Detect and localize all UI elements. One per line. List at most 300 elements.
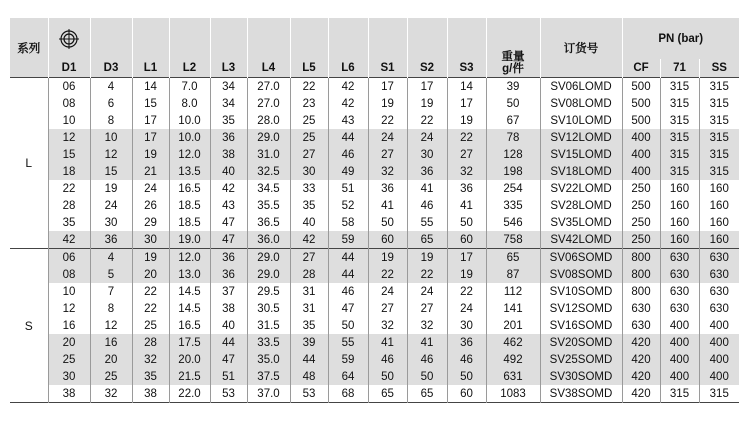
table-cell: 44 [328, 129, 368, 146]
table-cell: 78 [486, 129, 540, 146]
table-cell: 29.5 [247, 283, 290, 300]
table-cell: 55 [407, 214, 447, 231]
table-row [10, 368, 739, 385]
table-cell: SV10SOMD [540, 283, 622, 300]
table-cell: 42 [48, 231, 90, 249]
header-col-l4: L4 [247, 59, 290, 78]
table-cell: 315 [660, 146, 699, 163]
table-cell: 67 [486, 112, 540, 129]
table-cell: SV15LOMD [540, 146, 622, 163]
table-cell: 28 [290, 266, 328, 283]
header-col-d3: D3 [90, 59, 132, 78]
table-cell: 160 [699, 180, 739, 197]
table-cell: 500 [622, 78, 660, 96]
table-cell: 38 [210, 146, 247, 163]
table-cell: 25 [290, 129, 328, 146]
header-col-d1: D1 [48, 59, 90, 78]
table-cell: 35 [290, 197, 328, 214]
table-cell: 24 [368, 283, 407, 300]
table-cell: 4 [90, 249, 132, 267]
table-cell: SV12LOMD [540, 129, 622, 146]
header-weight-line1: 重量 [501, 51, 525, 63]
table-cell: 128 [486, 146, 540, 163]
table-cell: 68 [328, 385, 368, 403]
table-row [10, 283, 739, 300]
table-cell: 47 [328, 300, 368, 317]
table-cell: 250 [622, 180, 660, 197]
table-cell: 42 [290, 231, 328, 249]
table-row [10, 385, 739, 403]
table-cell: 13.5 [169, 163, 210, 180]
table-cell: 254 [486, 180, 540, 197]
table-cell: 29.0 [247, 249, 290, 267]
table-cell: 27 [447, 146, 486, 163]
table-cell: 30 [132, 231, 169, 249]
table-cell: 19.0 [169, 231, 210, 249]
table-cell: 160 [699, 197, 739, 214]
table-cell: 34.5 [247, 180, 290, 197]
table-row [10, 163, 739, 180]
table-cell: 24 [90, 197, 132, 214]
table-cell: 12 [90, 146, 132, 163]
table-cell: 5 [90, 266, 132, 283]
table-cell: 160 [660, 180, 699, 197]
header-col-l2: L2 [169, 59, 210, 78]
table-cell: SV08LOMD [540, 95, 622, 112]
table-cell: 14 [447, 78, 486, 96]
table-cell: 400 [660, 317, 699, 334]
table-cell: 13.0 [169, 266, 210, 283]
table-cell: 198 [486, 163, 540, 180]
table-cell: 22 [290, 78, 328, 96]
table-cell: 400 [699, 317, 739, 334]
table-cell: 06 [48, 78, 90, 96]
table-cell: 500 [622, 112, 660, 129]
table-cell: SV06SOMD [540, 249, 622, 267]
table-cell: 400 [699, 368, 739, 385]
table-cell: SV30SOMD [540, 368, 622, 385]
table-cell: 41 [407, 180, 447, 197]
table-cell: 400 [660, 351, 699, 368]
table-cell: 19 [368, 249, 407, 267]
table-cell: 315 [699, 78, 739, 96]
table-cell: 41 [368, 197, 407, 214]
table-cell: 20 [48, 334, 90, 351]
table-row [10, 78, 739, 96]
table-cell: 36.5 [247, 214, 290, 231]
table-cell: 35 [132, 368, 169, 385]
table-cell: 43 [328, 112, 368, 129]
table-cell: 41 [368, 334, 407, 351]
table-cell: 315 [699, 385, 739, 403]
table-cell: 58 [328, 214, 368, 231]
table-cell: 48 [290, 368, 328, 385]
table-cell: 50 [447, 368, 486, 385]
table-cell: 35 [210, 112, 247, 129]
table-cell: 27 [368, 146, 407, 163]
table-cell: 51 [210, 368, 247, 385]
table-cell: 20.0 [169, 351, 210, 368]
table-cell: 25 [290, 112, 328, 129]
table-cell: 44 [210, 334, 247, 351]
table-cell: 25 [48, 351, 90, 368]
table-row [10, 300, 739, 317]
table-cell: 65 [407, 385, 447, 403]
table-cell: 36 [210, 129, 247, 146]
table-cell: 19 [407, 95, 447, 112]
table-cell: 35 [48, 214, 90, 231]
table-cell: 112 [486, 283, 540, 300]
table-cell: 15 [48, 146, 90, 163]
table-row [10, 317, 739, 334]
table-cell: 44 [290, 351, 328, 368]
table-cell: 546 [486, 214, 540, 231]
table-cell: 400 [699, 334, 739, 351]
table-cell: 36 [447, 334, 486, 351]
system-label: L [10, 78, 48, 249]
table-cell: 29.0 [247, 129, 290, 146]
table-cell: 46 [368, 351, 407, 368]
table-cell: 630 [660, 249, 699, 267]
table-cell: 630 [699, 266, 739, 283]
table-cell: 420 [622, 334, 660, 351]
table-cell: 17 [132, 129, 169, 146]
table-cell: 12 [48, 300, 90, 317]
table-cell: 59 [328, 231, 368, 249]
table-cell: 14 [132, 78, 169, 96]
header-col-l1: L1 [132, 59, 169, 78]
table-cell: 36 [407, 163, 447, 180]
table-cell: 7 [90, 283, 132, 300]
table-cell: 50 [368, 214, 407, 231]
table-cell: SV22LOMD [540, 180, 622, 197]
table-cell: 315 [699, 146, 739, 163]
table-cell: 19 [447, 112, 486, 129]
table-cell: 8.0 [169, 95, 210, 112]
table-cell: 19 [368, 95, 407, 112]
header-symbol-cell [48, 18, 90, 59]
table-cell: 36 [447, 180, 486, 197]
table-cell: 31.5 [247, 317, 290, 334]
table-row [10, 180, 739, 197]
table-cell: 160 [660, 231, 699, 249]
header-pn: PN (bar) [622, 18, 739, 59]
table-row [10, 266, 739, 283]
header-col-l6: L6 [328, 59, 368, 78]
table-cell: 65 [486, 249, 540, 267]
table-cell: 65 [407, 231, 447, 249]
table-cell: 20 [90, 351, 132, 368]
table-cell: 630 [660, 300, 699, 317]
table-cell: 30 [407, 146, 447, 163]
table-cell: 32 [368, 317, 407, 334]
table-cell: 10 [48, 283, 90, 300]
table-cell: 160 [660, 214, 699, 231]
table-cell: 12.0 [169, 146, 210, 163]
table-row [10, 231, 739, 249]
table-cell: 60 [368, 231, 407, 249]
table-cell: 400 [622, 163, 660, 180]
table-cell: 28.0 [247, 112, 290, 129]
table-cell: 17 [447, 95, 486, 112]
table-cell: 50 [447, 214, 486, 231]
header-pn-cf: CF [622, 59, 660, 78]
table-cell: 50 [328, 317, 368, 334]
header-col-l3: L3 [210, 59, 247, 78]
table-cell: 22.0 [169, 385, 210, 403]
table-cell: 160 [699, 231, 739, 249]
table-cell: 36.0 [247, 231, 290, 249]
table-cell: 53 [210, 385, 247, 403]
table-cell: SV42LOMD [540, 231, 622, 249]
table-cell: 17 [368, 78, 407, 96]
table-cell: 22 [407, 266, 447, 283]
table-cell: 22 [48, 180, 90, 197]
table-cell: 22 [368, 112, 407, 129]
table-cell: 631 [486, 368, 540, 385]
table-cell: 31 [290, 283, 328, 300]
table-cell: 30 [48, 368, 90, 385]
table-cell: 14.5 [169, 300, 210, 317]
table-cell: 492 [486, 351, 540, 368]
spec-table [10, 18, 739, 403]
table-cell: 315 [660, 129, 699, 146]
table-cell: 32 [407, 317, 447, 334]
table-cell: 47 [210, 214, 247, 231]
table-cell: 19 [132, 249, 169, 267]
table-cell: 630 [699, 249, 739, 267]
table-cell: 25 [90, 368, 132, 385]
table-cell: 16 [48, 317, 90, 334]
table-cell: 335 [486, 197, 540, 214]
table-cell: 24 [407, 129, 447, 146]
table-cell: 24 [407, 283, 447, 300]
header-pn-71: 71 [660, 59, 699, 78]
table-cell: 39 [290, 334, 328, 351]
table-cell: 500 [622, 95, 660, 112]
table-cell: 17 [447, 249, 486, 267]
table-cell: 24 [368, 129, 407, 146]
system-label: S [10, 249, 48, 403]
table-row [10, 146, 739, 163]
table-cell: 25 [132, 317, 169, 334]
table-cell: 420 [622, 385, 660, 403]
table-cell: 27.0 [247, 78, 290, 96]
table-row [10, 334, 739, 351]
table-cell: 39 [486, 78, 540, 96]
table-cell: 08 [48, 266, 90, 283]
table-cell: 30 [447, 317, 486, 334]
table-cell: 46 [328, 283, 368, 300]
table-cell: 43 [210, 197, 247, 214]
table-cell: 400 [660, 334, 699, 351]
table-cell: 29.0 [247, 266, 290, 283]
table-cell: 34 [210, 78, 247, 96]
table-cell: 29 [132, 214, 169, 231]
table-cell: 16 [90, 334, 132, 351]
table-cell: 630 [660, 283, 699, 300]
table-cell: 15 [132, 95, 169, 112]
header-col-l5: L5 [290, 59, 328, 78]
table-cell: 20 [132, 266, 169, 283]
table-cell: SV08SOMD [540, 266, 622, 283]
table-cell: 420 [622, 351, 660, 368]
table-cell: 12 [48, 129, 90, 146]
table-cell: 18.5 [169, 197, 210, 214]
header-col-s2: S2 [407, 59, 447, 78]
header-weight-line2: g/件 [502, 63, 524, 75]
table-row [10, 112, 739, 129]
concentric-circle-crosshair-icon [59, 29, 79, 49]
table-cell: 38 [48, 385, 90, 403]
table-cell: 27.0 [247, 95, 290, 112]
table-cell: 250 [622, 197, 660, 214]
table-cell: 630 [699, 283, 739, 300]
table-cell: 46 [447, 351, 486, 368]
table-cell: 16.5 [169, 317, 210, 334]
table-cell: 41 [447, 197, 486, 214]
table-cell: 315 [660, 385, 699, 403]
table-cell: 35.5 [247, 197, 290, 214]
table-cell: 42 [328, 95, 368, 112]
table-cell: 27 [368, 300, 407, 317]
table-cell: 38 [210, 300, 247, 317]
table-cell: 36 [210, 249, 247, 267]
table-cell: 8 [90, 300, 132, 317]
table-cell: 1083 [486, 385, 540, 403]
table-cell: 51 [328, 180, 368, 197]
table-cell: 800 [622, 249, 660, 267]
table-cell: SV06LOMD [540, 78, 622, 96]
table-cell: SV20SOMD [540, 334, 622, 351]
table-cell: 22 [132, 283, 169, 300]
table-cell: 315 [699, 95, 739, 112]
table-cell: SV38SOMD [540, 385, 622, 403]
table-cell: 33.5 [247, 334, 290, 351]
table-cell: 30 [290, 163, 328, 180]
table-cell: 315 [660, 95, 699, 112]
table-cell: 10 [48, 112, 90, 129]
table-cell: 141 [486, 300, 540, 317]
table-cell: 800 [622, 283, 660, 300]
table-cell: 26 [132, 197, 169, 214]
table-cell: SV28LOMD [540, 197, 622, 214]
table-cell: 18 [48, 163, 90, 180]
table-cell: 24 [447, 300, 486, 317]
table-cell: 55 [328, 334, 368, 351]
table-cell: 630 [660, 266, 699, 283]
table-row [10, 129, 739, 146]
header-pn-ss: SS [699, 59, 739, 78]
table-cell: 49 [328, 163, 368, 180]
table-cell: 400 [622, 146, 660, 163]
table-cell: 400 [622, 129, 660, 146]
table-cell: 462 [486, 334, 540, 351]
table-row [10, 214, 739, 231]
table-cell: SV35LOMD [540, 214, 622, 231]
table-row [10, 95, 739, 112]
table-cell: 36 [368, 180, 407, 197]
table-cell: 65 [368, 385, 407, 403]
table-cell: 41 [407, 334, 447, 351]
table-cell: 32 [90, 385, 132, 403]
table-row [10, 197, 739, 214]
table-cell: 38 [132, 385, 169, 403]
table-cell: 08 [48, 95, 90, 112]
table-cell: 201 [486, 317, 540, 334]
table-cell: 160 [660, 197, 699, 214]
table-cell: 32 [132, 351, 169, 368]
table-cell: 315 [699, 112, 739, 129]
table-cell: 24 [132, 180, 169, 197]
table-cell: 46 [407, 197, 447, 214]
table-cell: 44 [328, 249, 368, 267]
table-cell: 40 [290, 214, 328, 231]
table-cell: 36 [90, 231, 132, 249]
table-cell: 30.5 [247, 300, 290, 317]
table-cell: 50 [407, 368, 447, 385]
table-cell: 22 [447, 283, 486, 300]
table-cell: 60 [447, 231, 486, 249]
table-cell: 19 [132, 146, 169, 163]
table-cell: 46 [328, 146, 368, 163]
table-cell: 420 [622, 368, 660, 385]
table-cell: 19 [447, 266, 486, 283]
table-cell: 37.0 [247, 385, 290, 403]
table-cell: 28 [132, 334, 169, 351]
table-cell: 64 [328, 368, 368, 385]
table-cell: 35.0 [247, 351, 290, 368]
table-cell: SV10LOMD [540, 112, 622, 129]
table-cell: 47 [210, 351, 247, 368]
spec-table-container [10, 18, 738, 403]
table-cell: 33 [290, 180, 328, 197]
table-cell: 31 [290, 300, 328, 317]
group-l [10, 78, 739, 249]
table-cell: 12.0 [169, 249, 210, 267]
table-cell: 758 [486, 231, 540, 249]
table-cell: 35 [290, 317, 328, 334]
table-cell: 315 [660, 112, 699, 129]
table-cell: 10.0 [169, 129, 210, 146]
header-weight [486, 18, 540, 78]
table-cell: 17 [407, 78, 447, 96]
table-cell: 42 [328, 78, 368, 96]
table-cell: SV16SOMD [540, 317, 622, 334]
table-cell: 34 [210, 95, 247, 112]
table-cell: 22 [447, 129, 486, 146]
table-cell: 16.5 [169, 180, 210, 197]
table-cell: SV12SOMD [540, 300, 622, 317]
table-cell: 160 [699, 214, 739, 231]
table-cell: 27 [407, 300, 447, 317]
group-s [10, 249, 739, 403]
table-cell: 44 [328, 266, 368, 283]
header-order-no: 订货号 [540, 18, 622, 78]
table-cell: 7.0 [169, 78, 210, 96]
table-cell: 22 [132, 300, 169, 317]
table-header [10, 18, 739, 78]
table-cell: 630 [622, 317, 660, 334]
table-cell: 17.5 [169, 334, 210, 351]
table-cell: 32 [368, 163, 407, 180]
table-cell: 32 [447, 163, 486, 180]
table-cell: 400 [699, 351, 739, 368]
table-cell: 315 [660, 78, 699, 96]
header-col-s3: S3 [447, 59, 486, 78]
table-cell: 50 [486, 95, 540, 112]
table-cell: 315 [699, 163, 739, 180]
